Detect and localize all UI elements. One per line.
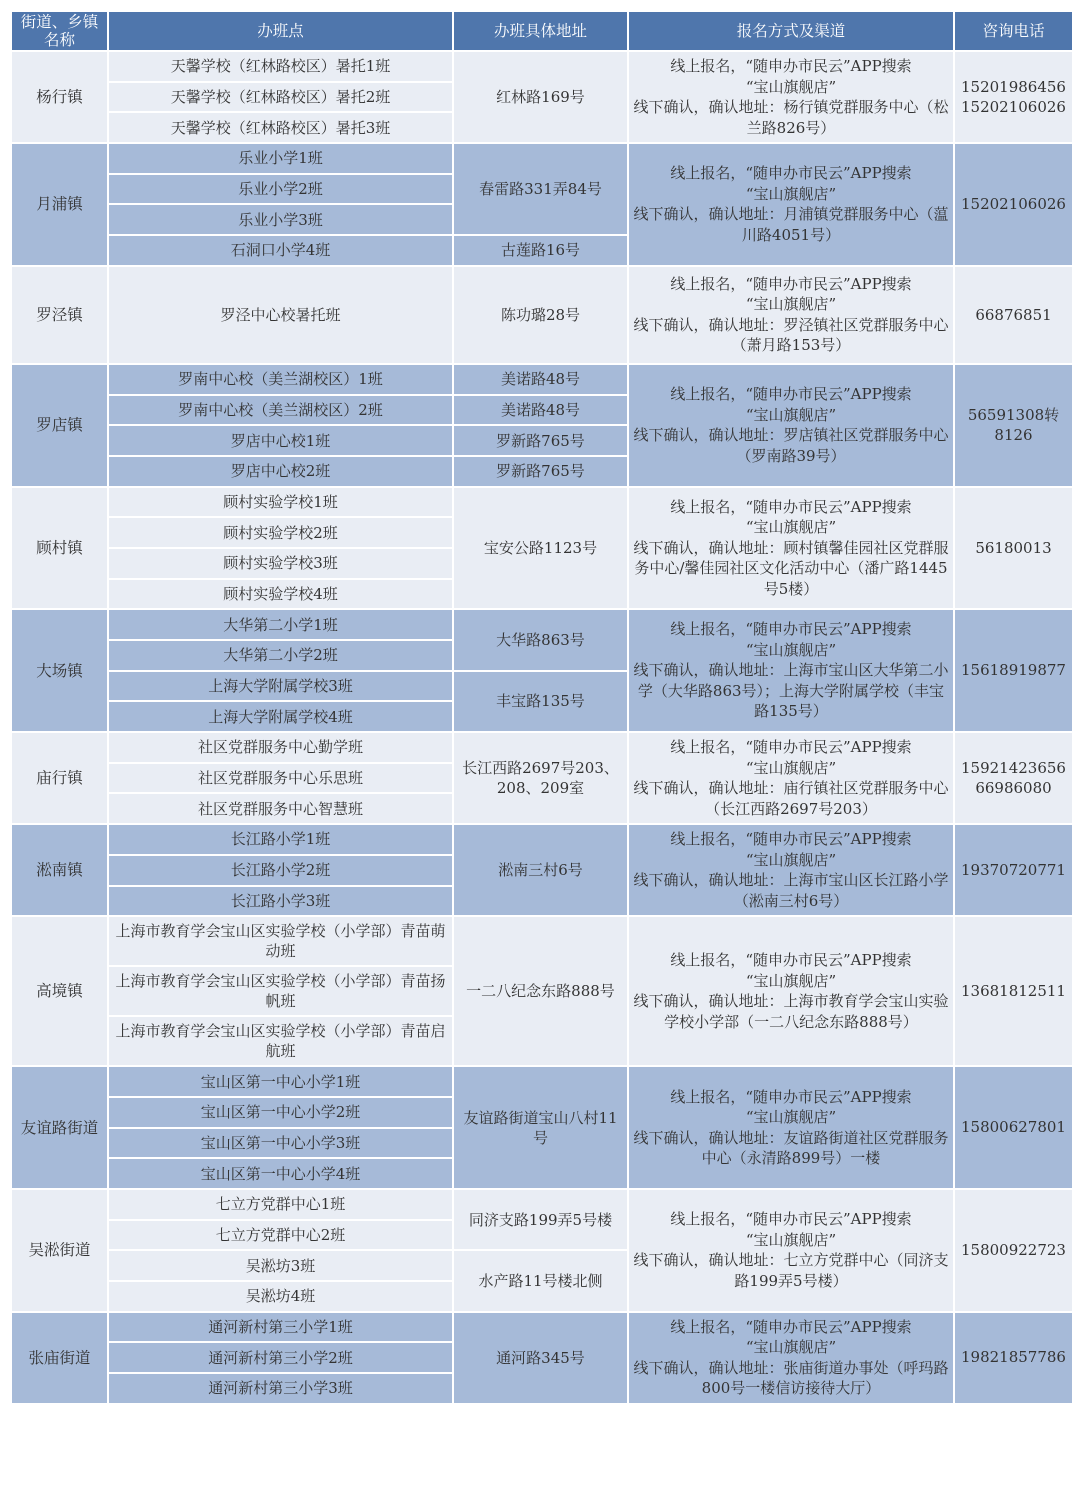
class-name: 宝山区第一中心小学4班 <box>108 1158 453 1189</box>
header-class-location: 办班点 <box>108 11 453 51</box>
signup-channel: 线上报名，“随申办市民云”APP搜索 “宝山旗舰店” 线下确认，确认地址：杨行镇党群服务中心（松兰路826号） <box>628 51 954 143</box>
header-district: 街道、乡镇名称 <box>11 11 108 51</box>
class-name: 乐业小学1班 <box>108 143 453 174</box>
table-row <box>11 732 1073 763</box>
district-name: 顾村镇 <box>11 487 108 610</box>
contact-phone: 56591308转8126 <box>954 364 1073 487</box>
class-name: 社区党群服务中心勤学班 <box>108 732 453 763</box>
class-address: 长江西路2697号203、208、209室 <box>453 732 628 824</box>
district-name: 大场镇 <box>11 609 108 732</box>
district-name: 淞南镇 <box>11 824 108 916</box>
table-row <box>11 487 1073 518</box>
district-name: 罗店镇 <box>11 364 108 487</box>
class-address: 春雷路331弄84号 <box>453 143 628 235</box>
signup-channel: 线上报名，“随申办市民云”APP搜索 “宝山旗舰店” 线下确认，确认地址：罗店镇社区党群服务中心（罗南路39号） <box>628 364 954 487</box>
class-name: 大华第二小学1班 <box>108 609 453 640</box>
header-signup-channel: 报名方式及渠道 <box>628 11 954 51</box>
group-yanghang <box>11 51 1073 143</box>
class-name: 吴淞坊3班 <box>108 1250 453 1281</box>
class-name: 乐业小学3班 <box>108 204 453 235</box>
class-address: 同济支路199弄5号楼 <box>453 1189 628 1250</box>
table-row <box>11 143 1073 174</box>
class-name: 罗南中心校（美兰湖校区）2班 <box>108 395 453 426</box>
class-name: 顾村实验学校4班 <box>108 579 453 610</box>
class-address: 宝安公路1123号 <box>453 487 628 610</box>
class-name: 七立方党群中心1班 <box>108 1189 453 1220</box>
table-row <box>11 266 1073 364</box>
table-row <box>11 1066 1073 1097</box>
class-name: 顾村实验学校2班 <box>108 517 453 548</box>
class-name: 通河新村第三小学1班 <box>108 1312 453 1343</box>
table-row <box>11 824 1073 855</box>
group-luojing <box>11 266 1073 364</box>
contact-phone: 19821857786 <box>954 1312 1073 1404</box>
class-name: 宝山区第一中心小学1班 <box>108 1066 453 1097</box>
class-name: 乐业小学2班 <box>108 174 453 205</box>
signup-channel: 线上报名，“随申办市民云”APP搜索 “宝山旗舰店” 线下确认，确认地址：月浦镇党群服务中心（蕰川路4051号） <box>628 143 954 266</box>
class-name: 社区党群服务中心智慧班 <box>108 793 453 824</box>
class-address: 罗新路765号 <box>453 456 628 487</box>
class-address: 通河路345号 <box>453 1312 628 1404</box>
table-row <box>11 1189 1073 1220</box>
group-gucun <box>11 487 1073 610</box>
class-address: 丰宝路135号 <box>453 671 628 732</box>
contact-phone: 15201986456 15202106026 <box>954 51 1073 143</box>
class-name: 罗店中心校1班 <box>108 425 453 456</box>
table-row <box>11 916 1073 966</box>
signup-channel: 线上报名，“随申办市民云”APP搜索 “宝山旗舰店” 线下确认，确认地址：上海市宝山区长江路小学（淞南三村6号） <box>628 824 954 916</box>
class-address: 一二八纪念东路888号 <box>453 916 628 1066</box>
class-name: 上海市教育学会宝山区实验学校（小学部）青苗萌动班 <box>108 916 453 966</box>
signup-channel: 线上报名，“随申办市民云”APP搜索 “宝山旗舰店” 线下确认，确认地址：上海市教育学会宝山实验学校小学部（一二八纪念东路888号） <box>628 916 954 1066</box>
signup-channel: 线上报名，“随申办市民云”APP搜索 “宝山旗舰店” 线下确认，确认地址：七立方党群中心（同济支路199弄5号楼） <box>628 1189 954 1312</box>
class-name: 长江路小学3班 <box>108 886 453 917</box>
district-name: 张庙街道 <box>11 1312 108 1404</box>
table-row <box>11 609 1073 640</box>
contact-phone: 19370720771 <box>954 824 1073 916</box>
header-row <box>11 11 1073 51</box>
class-name: 长江路小学2班 <box>108 855 453 886</box>
signup-channel: 线上报名，“随申办市民云”APP搜索 “宝山旗舰店” 线下确认，确认地址：顾村镇馨佳园社区党群服务中心/馨佳园社区文化活动中心（潘广路1445号5楼） <box>628 487 954 610</box>
class-name: 长江路小学1班 <box>108 824 453 855</box>
class-name: 石洞口小学4班 <box>108 235 453 266</box>
class-name: 通河新村第三小学2班 <box>108 1342 453 1373</box>
class-name: 七立方党群中心2班 <box>108 1220 453 1251</box>
contact-phone: 15618919877 <box>954 609 1073 732</box>
class-name: 大华第二小学2班 <box>108 640 453 671</box>
district-name: 罗泾镇 <box>11 266 108 364</box>
class-name: 上海市教育学会宝山区实验学校（小学部）青苗启航班 <box>108 1016 453 1066</box>
district-name: 友谊路街道 <box>11 1066 108 1189</box>
group-youyilu <box>11 1066 1073 1189</box>
table-row <box>11 364 1073 395</box>
class-name: 上海大学附属学校3班 <box>108 671 453 702</box>
class-name: 天馨学校（红林路校区）暑托2班 <box>108 82 453 113</box>
class-name: 天馨学校（红林路校区）暑托1班 <box>108 51 453 82</box>
class-address: 淞南三村6号 <box>453 824 628 916</box>
group-gaojing <box>11 916 1073 1066</box>
class-name: 通河新村第三小学3班 <box>108 1373 453 1404</box>
class-name: 社区党群服务中心乐思班 <box>108 763 453 794</box>
district-name: 月浦镇 <box>11 143 108 266</box>
signup-channel: 线上报名，“随申办市民云”APP搜索 “宝山旗舰店” 线下确认，确认地址：上海市宝山区大华第二小学（大华路863号）；上海大学附属学校（丰宝路135号） <box>628 609 954 732</box>
class-name: 顾村实验学校1班 <box>108 487 453 518</box>
contact-phone: 15800627801 <box>954 1066 1073 1189</box>
class-name: 罗南中心校（美兰湖校区）1班 <box>108 364 453 395</box>
header-phone: 咨询电话 <box>954 11 1073 51</box>
signup-channel: 线上报名，“随申办市民云”APP搜索 “宝山旗舰店” 线下确认，确认地址：罗泾镇社区党群服务中心（萧月路153号） <box>628 266 954 364</box>
group-miaohang <box>11 732 1073 824</box>
class-name: 上海大学附属学校4班 <box>108 701 453 732</box>
class-address: 水产路11号楼北侧 <box>453 1250 628 1311</box>
district-name: 庙行镇 <box>11 732 108 824</box>
contact-phone: 56180013 <box>954 487 1073 610</box>
group-dachang <box>11 609 1073 732</box>
header-address: 办班具体地址 <box>453 11 628 51</box>
class-name: 天馨学校（红林路校区）暑托3班 <box>108 112 453 143</box>
table-row <box>11 51 1073 82</box>
group-wusong <box>11 1189 1073 1312</box>
class-address: 美诺路48号 <box>453 364 628 395</box>
registration-table-wrapper <box>10 10 1072 1405</box>
contact-phone: 15800922723 <box>954 1189 1073 1312</box>
class-address: 罗新路765号 <box>453 425 628 456</box>
table-row <box>11 1312 1073 1343</box>
district-name: 吴淞街道 <box>11 1189 108 1312</box>
class-address: 红林路169号 <box>453 51 628 143</box>
summer-class-table <box>10 10 1074 1405</box>
class-name: 上海市教育学会宝山区实验学校（小学部）青苗扬帆班 <box>108 966 453 1016</box>
class-name: 宝山区第一中心小学2班 <box>108 1097 453 1128</box>
class-name: 罗店中心校2班 <box>108 456 453 487</box>
group-yuepu <box>11 143 1073 266</box>
class-address: 古莲路16号 <box>453 235 628 266</box>
class-address: 友谊路街道宝山八村11号 <box>453 1066 628 1189</box>
class-name: 顾村实验学校3班 <box>108 548 453 579</box>
class-address: 陈功璐28号 <box>453 266 628 364</box>
signup-channel: 线上报名，“随申办市民云”APP搜索 “宝山旗舰店” 线下确认，确认地址：张庙街道办事处（呼玛路800号一楼信访接待大厅） <box>628 1312 954 1404</box>
contact-phone: 66876851 <box>954 266 1073 364</box>
group-songnan <box>11 824 1073 916</box>
signup-channel: 线上报名，“随申办市民云”APP搜索 “宝山旗舰店” 线下确认，确认地址：庙行镇社区党群服务中心（长江西路2697号203） <box>628 732 954 824</box>
group-luodian <box>11 364 1073 487</box>
signup-channel: 线上报名，“随申办市民云”APP搜索 “宝山旗舰店” 线下确认，确认地址：友谊路街道社区党群服务中心（永清路899号）一楼 <box>628 1066 954 1189</box>
class-address: 美诺路48号 <box>453 395 628 426</box>
group-zhangmiao <box>11 1312 1073 1404</box>
district-name: 高境镇 <box>11 916 108 1066</box>
district-name: 杨行镇 <box>11 51 108 143</box>
contact-phone: 13681812511 <box>954 916 1073 1066</box>
class-name: 宝山区第一中心小学3班 <box>108 1128 453 1159</box>
class-name: 吴淞坊4班 <box>108 1281 453 1312</box>
contact-phone: 15921423656 66986080 <box>954 732 1073 824</box>
class-address: 大华路863号 <box>453 609 628 670</box>
class-name: 罗泾中心校暑托班 <box>108 266 453 364</box>
contact-phone: 15202106026 <box>954 143 1073 266</box>
